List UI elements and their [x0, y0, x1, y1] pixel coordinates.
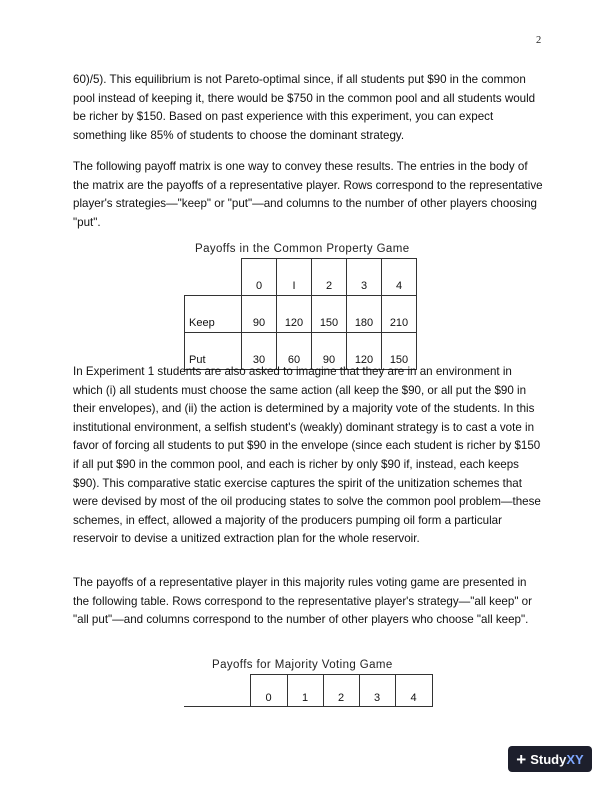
common-property-payoff-table	[184, 258, 417, 370]
table-row	[185, 296, 417, 333]
column-header: 0	[250, 675, 287, 707]
table2-caption: Payoffs for Majority Voting Game	[212, 659, 393, 671]
column-header: 3	[347, 259, 382, 296]
row-label-put: Put	[185, 333, 242, 370]
paragraph-pareto: 60)/5). This equilibrium is not Pareto-optimal since, if all students put $90 in the common pool instead of keeping it, there would be $750 in the common pool and all students would be richer by $150. Based on past experience with this experiment, you can expect something like 85% of students to choose the dominant strategy.	[73, 73, 536, 142]
majority-voting-payoff-table	[184, 674, 433, 707]
column-header: 0	[242, 259, 277, 296]
column-header: 3	[359, 675, 395, 707]
table-cell: 210	[382, 296, 417, 333]
paragraph-majority-voting: The payoffs of a representative player in this majority rules voting game are presented in the following table. Rows correspond to the representative player's strategy—"all keep" or "all put"—and columns correspond to the number of other players who choose "all keep".	[73, 576, 532, 627]
studyxy-logo	[508, 746, 592, 772]
table-cell: 90	[242, 296, 277, 333]
paragraph-experiment-1: In Experiment 1 students are also asked to imagine that they are in an environment in which (i) all students must choose the same action (all keep the $90, or all put the $90 in their envelopes), and (ii) the action is determined by a majority vote of the students. In this institutional environment, a selfish student's (weakly) dominant strategy is to cast a vote in favor of forcing all students to put $90 in the envelope (since each student is richer by $150 if all put $90 in the common pool, and each is richer by only $90 if, instead, each keeps $90). This comparative static exercise captures the spirit of the unitization schemes that were devised by most of the oil producing states to solve the common pool problem—these schemes, in effect, allowed a majority of the producers pumping oil form a particular reservoir to devise a unitized extraction plan for the whole reservoir.	[73, 365, 541, 546]
table-cell: 120	[277, 296, 312, 333]
logo-text-accent: XY	[566, 751, 584, 767]
table1-caption: Payoffs in the Common Property Game	[195, 243, 410, 255]
table-cell: 120	[347, 333, 382, 370]
table-header-row	[185, 259, 417, 296]
table-corner-cell	[184, 675, 250, 707]
plus-icon: +	[516, 749, 527, 769]
column-header: 1	[287, 675, 323, 707]
column-header: 4	[395, 675, 432, 707]
table-header-row	[184, 675, 432, 707]
logo-text-main: Study	[530, 751, 567, 767]
table-corner-cell	[185, 259, 242, 296]
column-header: 2	[323, 675, 359, 707]
table-cell: 150	[312, 296, 347, 333]
table-cell: 60	[277, 333, 312, 370]
column-header: 2	[312, 259, 347, 296]
table-cell: 30	[242, 333, 277, 370]
table-cell: 180	[347, 296, 382, 333]
row-label-keep: Keep	[185, 296, 242, 333]
paragraph-payoff-matrix-intro: The following payoff matrix is one way to convey these results. The entries in the body of the matrix are the payoffs of a representative player. Rows correspond to the representative player's strategies—"keep" or "put"—and columns to the number of other players choosing "put".	[73, 160, 543, 229]
table-cell: 150	[382, 333, 417, 370]
table-cell: 90	[312, 333, 347, 370]
column-header: 4	[382, 259, 417, 296]
column-header: I	[277, 259, 312, 296]
page-number: 2	[536, 35, 542, 46]
